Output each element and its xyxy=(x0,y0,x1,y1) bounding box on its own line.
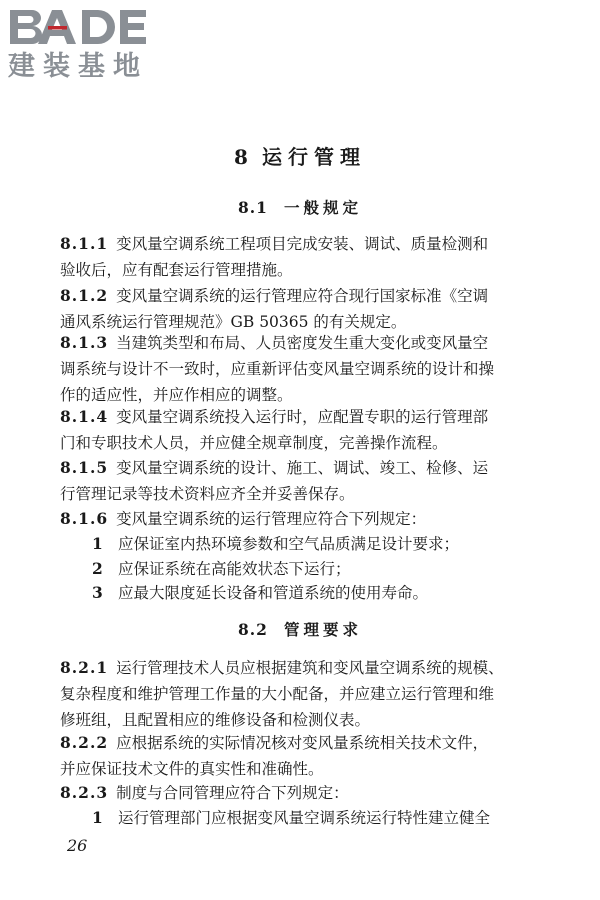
clause-number: 8.1.5 xyxy=(60,458,109,477)
section-title-text: 管理要求 xyxy=(283,620,362,639)
item-number: 1 xyxy=(92,808,103,827)
list-item xyxy=(92,556,540,582)
clause-line: 行管理记录等技术资料应齐全并妥善保存。 xyxy=(60,485,355,503)
list-item xyxy=(92,805,540,831)
logo xyxy=(8,6,178,90)
clause-8-1-3 xyxy=(60,330,538,408)
item-text: 运行管理部门应根据变风量空调系统运行特性建立健全 xyxy=(118,809,491,827)
clause-8-1-2 xyxy=(60,283,538,335)
section-number: 8.2 xyxy=(238,620,268,639)
clause-8-2-2 xyxy=(60,730,538,782)
logo-wordmark-graphic xyxy=(8,6,178,46)
clause-line: 当建筑类型和布局、人员密度发生重大变化或变风量空 xyxy=(116,334,489,352)
clause-number: 8.1.2 xyxy=(60,286,109,305)
list-item xyxy=(92,531,540,557)
clause-8-1-4 xyxy=(60,404,538,456)
clause-line: 门和专职技术人员，并应健全规章制度，完善操作流程。 xyxy=(60,434,448,452)
item-text: 应保证系统在高能效状态下运行； xyxy=(118,560,351,578)
list-item xyxy=(92,580,540,606)
section-title-8-1 xyxy=(0,197,600,219)
chapter-title-text: 运行管理 xyxy=(261,145,366,169)
page-number: 26 xyxy=(67,836,88,855)
clause-number: 8.2.3 xyxy=(60,783,109,802)
item-text: 应最大限度延长设备和管道系统的使用寿命。 xyxy=(118,584,429,602)
clause-line: 运行管理技术人员应根据建筑和变风量空调系统的规模、 xyxy=(116,659,504,677)
clause-number: 8.1.6 xyxy=(60,509,109,528)
clause-number: 8.1.4 xyxy=(60,407,109,426)
clause-number: 8.1.3 xyxy=(60,333,109,352)
item-text: 应保证室内热环境参数和空气品质满足设计要求； xyxy=(118,535,460,553)
clause-line: 变风量空调系统的设计、施工、调试、竣工、检修、运 xyxy=(116,459,489,477)
bade-logo-mark xyxy=(8,6,178,46)
section-title-text: 一般规定 xyxy=(283,198,362,217)
clause-line: 应根据系统的实际情况核对变风量系统相关技术文件， xyxy=(116,734,489,752)
clause-line: 制度与合同管理应符合下列规定： xyxy=(116,784,349,802)
clause-line: 验收后，应有配套运行管理措施。 xyxy=(60,261,293,279)
clause-8-1-1 xyxy=(60,231,538,283)
item-number: 2 xyxy=(92,559,103,578)
section-number: 8.1 xyxy=(238,198,268,217)
clause-number: 8.1.1 xyxy=(60,234,109,253)
clause-line: 调系统与设计不一致时，应重新评估变风量空调系统的设计和操 xyxy=(60,360,495,378)
clause-line: 变风量空调系统的运行管理应符合现行国家标准《空调 xyxy=(116,287,489,305)
clause-number: 8.2.1 xyxy=(60,658,109,677)
clause-line: 通风系统运行管理规范》GB 50365 的有关规定。 xyxy=(60,313,407,331)
logo-subtitle-graphic: 建装基地 xyxy=(8,51,148,82)
clause-8-1-6 xyxy=(60,506,538,532)
chapter-number: 8 xyxy=(234,145,248,169)
clause-line: 变风量空调系统的运行管理应符合下列规定： xyxy=(116,510,427,528)
clause-line: 并应保证技术文件的真实性和准确性。 xyxy=(60,760,324,778)
clause-line: 修班组，且配置相应的维修设备和检测仪表。 xyxy=(60,711,371,729)
clause-number: 8.2.2 xyxy=(60,733,109,752)
clause-8-2-3 xyxy=(60,780,538,806)
clause-line: 变风量空调系统投入运行时，应配置专职的运行管理部 xyxy=(116,408,489,426)
clause-8-2-1 xyxy=(60,655,538,733)
chapter-title xyxy=(0,143,600,171)
section-title-8-2 xyxy=(0,619,600,641)
item-number: 1 xyxy=(92,534,103,553)
clause-line: 变风量空调系统工程项目完成安装、调试、质量检测和 xyxy=(116,235,489,253)
clause-8-1-5 xyxy=(60,455,538,507)
clause-line: 复杂程度和维护管理工作量的大小配备，并应建立运行管理和维 xyxy=(60,685,495,703)
clause-line: 作的适应性，并应作相应的调整。 xyxy=(60,386,293,404)
item-number: 3 xyxy=(92,583,103,602)
